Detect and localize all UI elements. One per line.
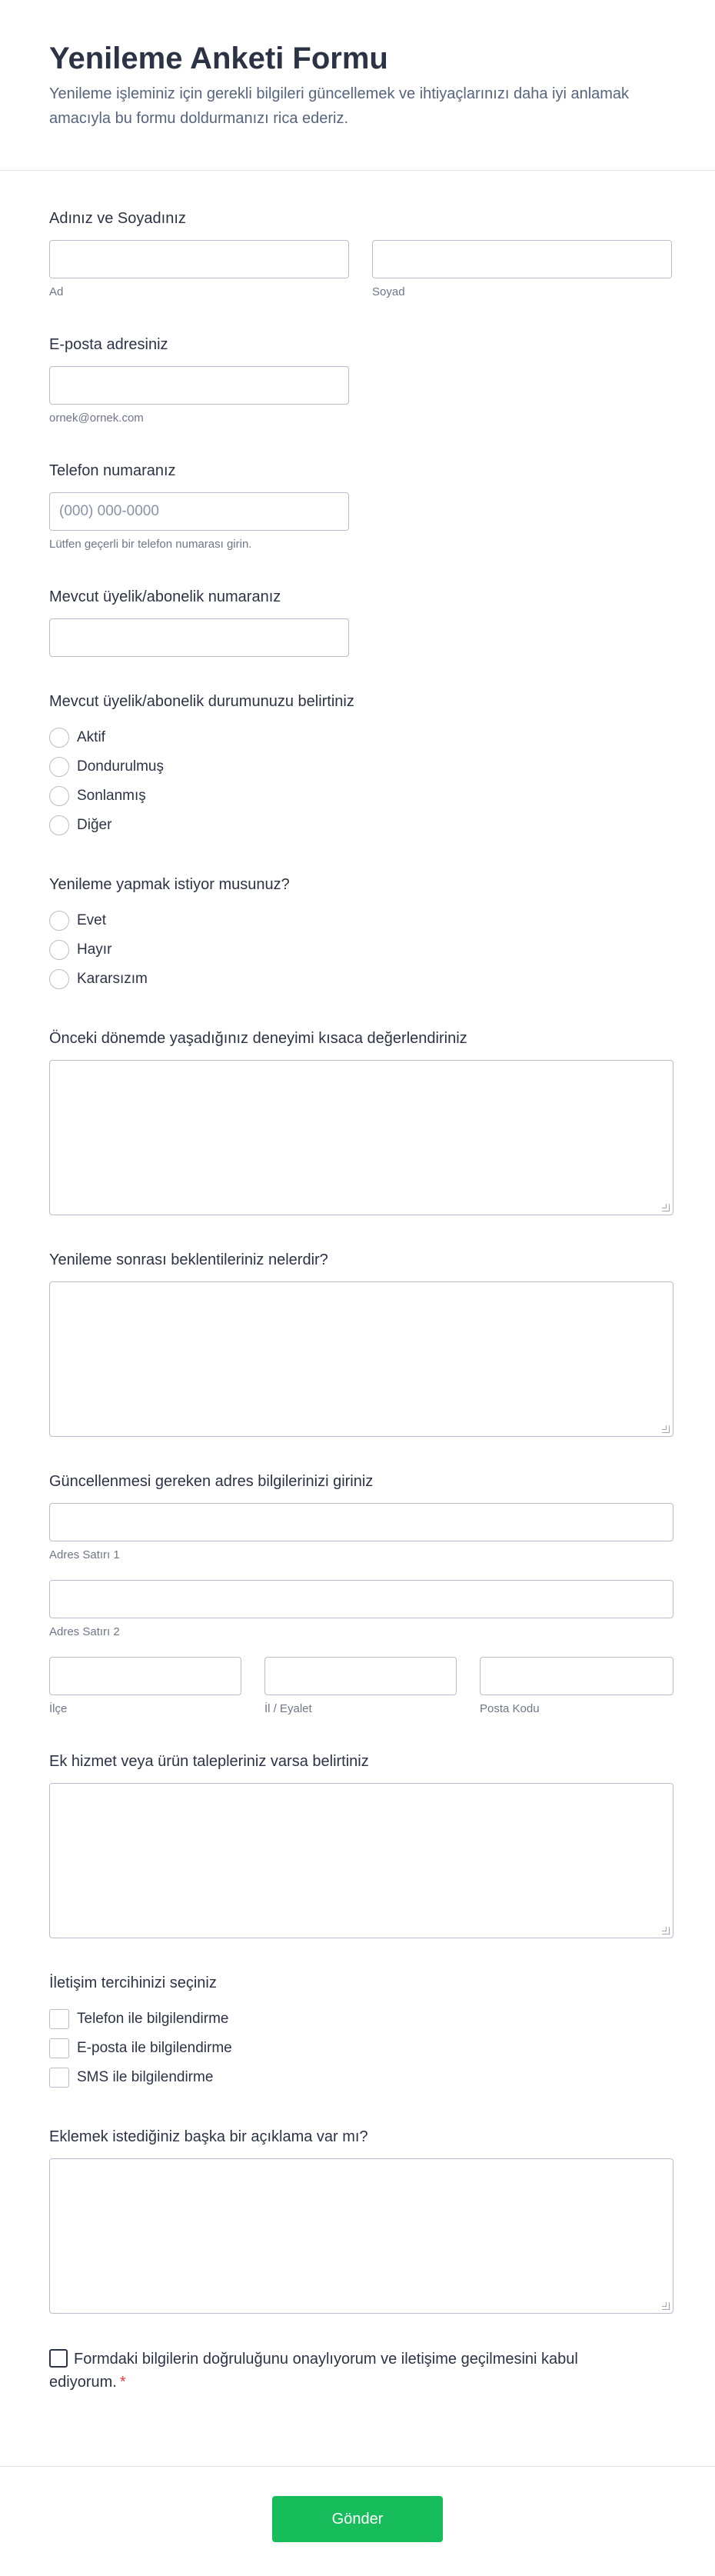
form-header (0, 0, 715, 171)
submit-button[interactable]: Gönder (272, 2496, 443, 2542)
status-option-label: Dondurulmuş (77, 758, 164, 775)
contact-preference-label: İletişim tercihinizi seçiniz (49, 1974, 217, 1991)
membership-status-field (49, 691, 666, 840)
checkbox[interactable] (49, 2038, 69, 2058)
phone-sublabel: Lütfen geçerli bir telefon numarası girin. (49, 538, 252, 551)
experience-field (49, 1028, 666, 1215)
extra-requests-field (49, 1751, 666, 1938)
district-input[interactable] (49, 1657, 241, 1695)
status-option-label: Aktif (77, 729, 105, 745)
consent-field[interactable] (49, 2348, 587, 2394)
form-subtitle: Yenileme işleminiz için gerekli bilgileri güncellemek ve ihtiyaçlarınızı daha iyi anlamak amacıyla bu formu doldurmanızı rica ederiz. (49, 85, 630, 127)
renew-field (49, 874, 666, 994)
radio-button[interactable] (49, 786, 69, 806)
phone-input[interactable] (49, 492, 349, 531)
renew-option-yes[interactable] (49, 906, 666, 935)
consent-text: Formdaki bilgilerin doğruluğunu onaylıyorum ve iletişime geçilmesini kabul ediyorum. (49, 2351, 578, 2391)
form-footer (0, 2466, 715, 2576)
radio-button[interactable] (49, 757, 69, 777)
radio-button[interactable] (49, 911, 69, 931)
membership-status-label: Mevcut üyelik/abonelik durumunuzu belirtiniz (49, 693, 354, 710)
address-label: Güncellenmesi gereken adres bilgilerinizi giriniz (49, 1473, 374, 1490)
membership-number-field (49, 586, 666, 657)
consent-checkbox[interactable] (49, 2349, 68, 2368)
status-option-ended[interactable] (49, 781, 666, 811)
district-sublabel: İlçe (49, 1702, 68, 1715)
status-option-other[interactable] (49, 811, 666, 840)
radio-button[interactable] (49, 815, 69, 835)
email-sublabel: ornek@ornek.com (49, 412, 144, 425)
address-line1-input[interactable] (49, 1503, 673, 1541)
comments-label: Eklemek istediğiniz başka bir açıklama var mı? (49, 2128, 368, 2145)
required-mark: * (119, 2374, 126, 2391)
membership-number-input[interactable] (49, 618, 349, 657)
state-col (264, 1657, 457, 1717)
contact-option-label: Telefon ile bilgilendirme (77, 2011, 229, 2027)
comments-textarea[interactable] (49, 2158, 673, 2314)
form-body (0, 171, 715, 2394)
checkbox[interactable] (49, 2009, 69, 2029)
email-field (49, 334, 666, 426)
address-field (49, 1471, 666, 1717)
form-title: Yenileme Anketi Formu (49, 42, 388, 75)
address-city-row (49, 1657, 666, 1717)
expectations-label: Yenileme sonrası beklentileriniz nelerdir? (49, 1251, 328, 1268)
status-option-label: Diğer (77, 817, 112, 833)
contact-option-sms[interactable] (49, 2063, 666, 2092)
state-input[interactable] (264, 1657, 457, 1695)
phone-label: Telefon numaranız (49, 462, 176, 479)
name-row (49, 240, 666, 300)
resize-grip-icon[interactable] (662, 2302, 670, 2310)
experience-label: Önceki dönemde yaşadığınız deneyimi kısaca değerlendiriniz (49, 1030, 467, 1047)
contact-preference-field (49, 1972, 666, 2092)
comments-field (49, 2126, 666, 2314)
expectations-textarea[interactable] (49, 1281, 673, 1437)
experience-textarea[interactable] (49, 1060, 673, 1215)
radio-button[interactable] (49, 969, 69, 989)
last-name-sublabel: Soyad (372, 285, 405, 298)
membership-number-label: Mevcut üyelik/abonelik numaranız (49, 588, 281, 605)
first-name-col (49, 240, 349, 300)
extra-requests-textarea[interactable] (49, 1783, 673, 1938)
checkbox[interactable] (49, 2068, 69, 2088)
phone-field (49, 460, 666, 552)
resize-grip-icon[interactable] (662, 1425, 670, 1433)
postal-code-sublabel: Posta Kodu (480, 1702, 540, 1715)
name-label: Adınız ve Soyadınız (49, 210, 186, 227)
district-col (49, 1657, 241, 1717)
address-line2-input[interactable] (49, 1580, 673, 1618)
postal-col (480, 1657, 673, 1717)
state-sublabel: İl / Eyalet (264, 1702, 312, 1715)
status-option-active[interactable] (49, 723, 666, 752)
email-input[interactable] (49, 366, 349, 405)
postal-code-input[interactable] (480, 1657, 673, 1695)
contact-option-label: SMS ile bilgilendirme (77, 2069, 214, 2085)
resize-grip-icon[interactable] (662, 1204, 670, 1211)
renew-option-label: Evet (77, 912, 107, 928)
address-line1-sublabel: Adres Satırı 1 (49, 1548, 120, 1561)
name-field (49, 208, 666, 300)
radio-button[interactable] (49, 728, 69, 748)
renew-option-label: Hayır (77, 941, 112, 958)
renew-option-label: Kararsızım (77, 971, 148, 987)
last-name-input[interactable] (372, 240, 672, 278)
first-name-input[interactable] (49, 240, 349, 278)
address-line2-sublabel: Adres Satırı 2 (49, 1625, 120, 1638)
expectations-field (49, 1249, 666, 1437)
status-option-frozen[interactable] (49, 752, 666, 781)
email-label: E-posta adresiniz (49, 336, 168, 353)
radio-button[interactable] (49, 940, 69, 960)
extra-requests-label: Ek hizmet veya ürün talepleriniz varsa belirtiniz (49, 1753, 369, 1770)
contact-option-label: E-posta ile bilgilendirme (77, 2040, 232, 2056)
contact-option-email[interactable] (49, 2034, 666, 2063)
last-name-col (372, 240, 672, 300)
renew-option-no[interactable] (49, 935, 666, 965)
status-option-label: Sonlanmış (77, 788, 146, 804)
resize-grip-icon[interactable] (662, 1927, 670, 1934)
renew-label: Yenileme yapmak istiyor musunuz? (49, 876, 290, 893)
contact-option-phone[interactable] (49, 2004, 666, 2034)
first-name-sublabel: Ad (49, 285, 64, 298)
renew-option-undecided[interactable] (49, 965, 666, 994)
